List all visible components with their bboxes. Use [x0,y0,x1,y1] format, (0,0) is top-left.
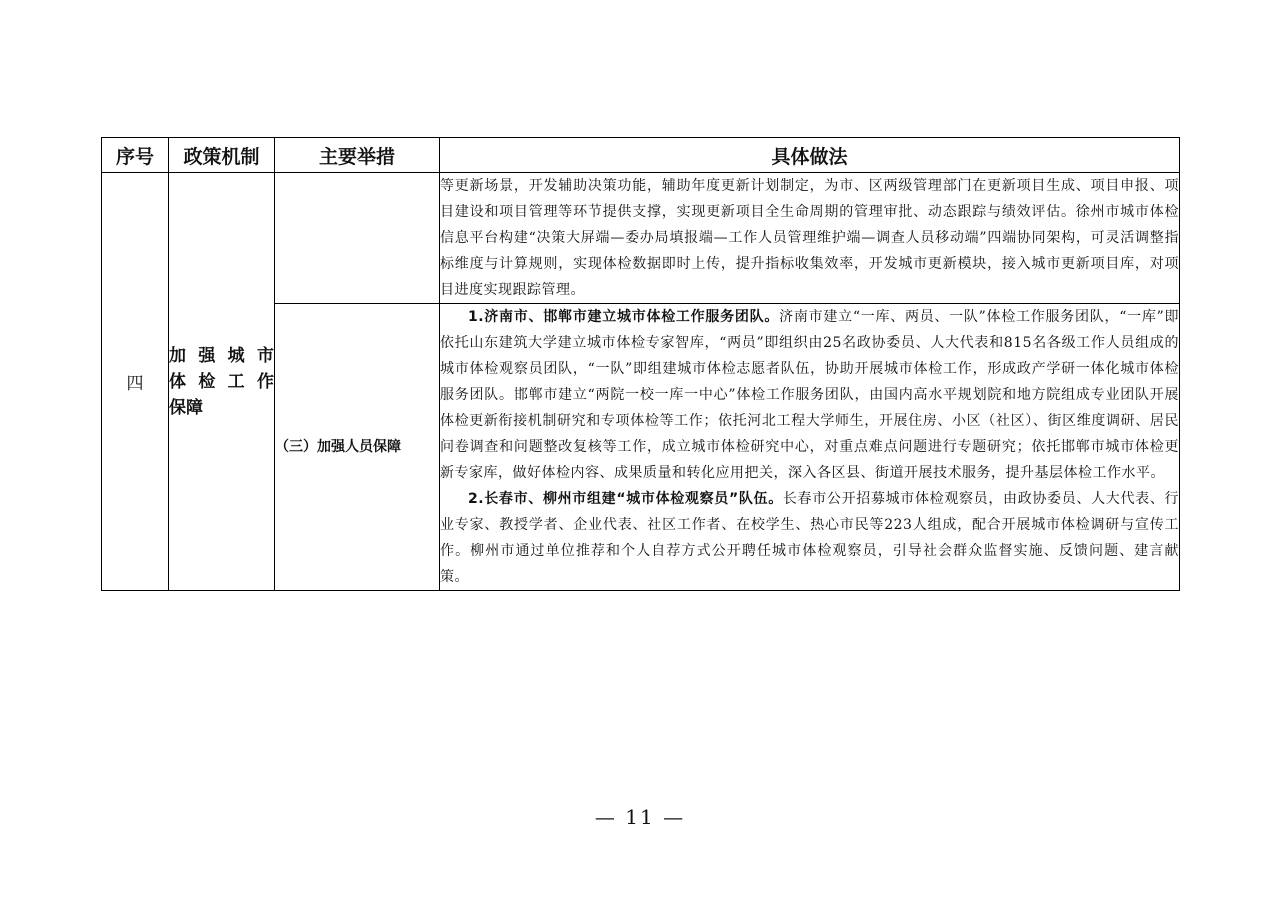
measure-cell: （三）加强人员保障 [275,304,440,591]
seq-cell: 四 [102,173,169,591]
detail-paragraph: 等更新场景，开发辅助决策功能，辅助年度更新计划制定，为市、区两级管理部门在更新项目生成、项目申报、项目建设和项目管理等环节提供支撑，实现更新项目全生命周期的管理审批、动态跟踪与绩效评估。徐州市城市体检信息平台构建“决策大屏端—委办局填报端—工作人员管理维护端—调查人员移动端”四端协同架构，可灵活调整指标维度与计算规则，实现体检数据即时上传，提升指标收集效率，开发城市更新模块，接入城市更新项目库，对项目进度实现跟踪管理。 [440,178,1179,298]
policy-table [101,137,1180,591]
detail-cell-continued [440,173,1180,304]
detail-paragraph [440,486,1179,590]
table-header-row [102,138,1180,173]
page-number: — 11 — [594,805,686,829]
table-row [102,173,1180,304]
detail-item-body: 长春市公开招募城市体检观察员，由政协委员、人大代表、行业专家、教授学者、企业代表、社区工作者、在校学生、热心市民等223人组成，配合开展城市体检调研与宣传工作。柳州市通过单位推荐和个人自荐方式公开聘任城市体检观察员，引导社会群众监督实施、反馈问题、建言献策。 [440,491,1179,585]
mechanism-line: 体检工作 [169,371,274,392]
mechanism-line: 加强城市 [169,345,274,366]
header-detail: 具体做法 [440,138,1180,173]
mechanism-cell [169,173,275,591]
detail-cell [440,304,1180,591]
measure-cell-empty [275,173,440,304]
mechanism-line: 保障 [169,397,203,418]
header-mechanism: 政策机制 [169,138,275,173]
detail-paragraph [440,304,1179,486]
header-measure: 主要举措 [275,138,440,173]
header-seq: 序号 [102,138,169,173]
detail-item-title: 1.济南市、邯郸市建立城市体检工作服务团队。 [468,309,780,325]
detail-item-title: 2.长春市、柳州市组建“城市体检观察员”队伍。 [468,491,783,507]
detail-item-body: 济南市建立“一库、两员、一队”体检工作服务团队，“一库”即依托山东建筑大学建立城市体检专家智库，“两员”即组织由25名政协委员、人大代表和815名各级工作人员组成的城市体检观察员团队，“一队”即组建城市体检志愿者队伍，协助开展城市体检工作，形成政产学研一体化城市体检服务团队。邯郸市建立“两院一校一库一中心”体检工作服务团队，由国内高水平规划院和地方院组成专业团队开展体检更新衔接机制研究和专项体检等工作；依托河北工程大学师生，开展住房、小区（社区）、街区维度调研、居民问卷调查和问题整改复核等工作，成立城市体检研究中心，对重点难点问题进行专题研究；依托邯郸市城市体检更新专家库，做好体检内容、成果质量和转化应用把关，深入各区县、街道开展技术服务，提升基层体检工作水平。 [440,309,1179,481]
